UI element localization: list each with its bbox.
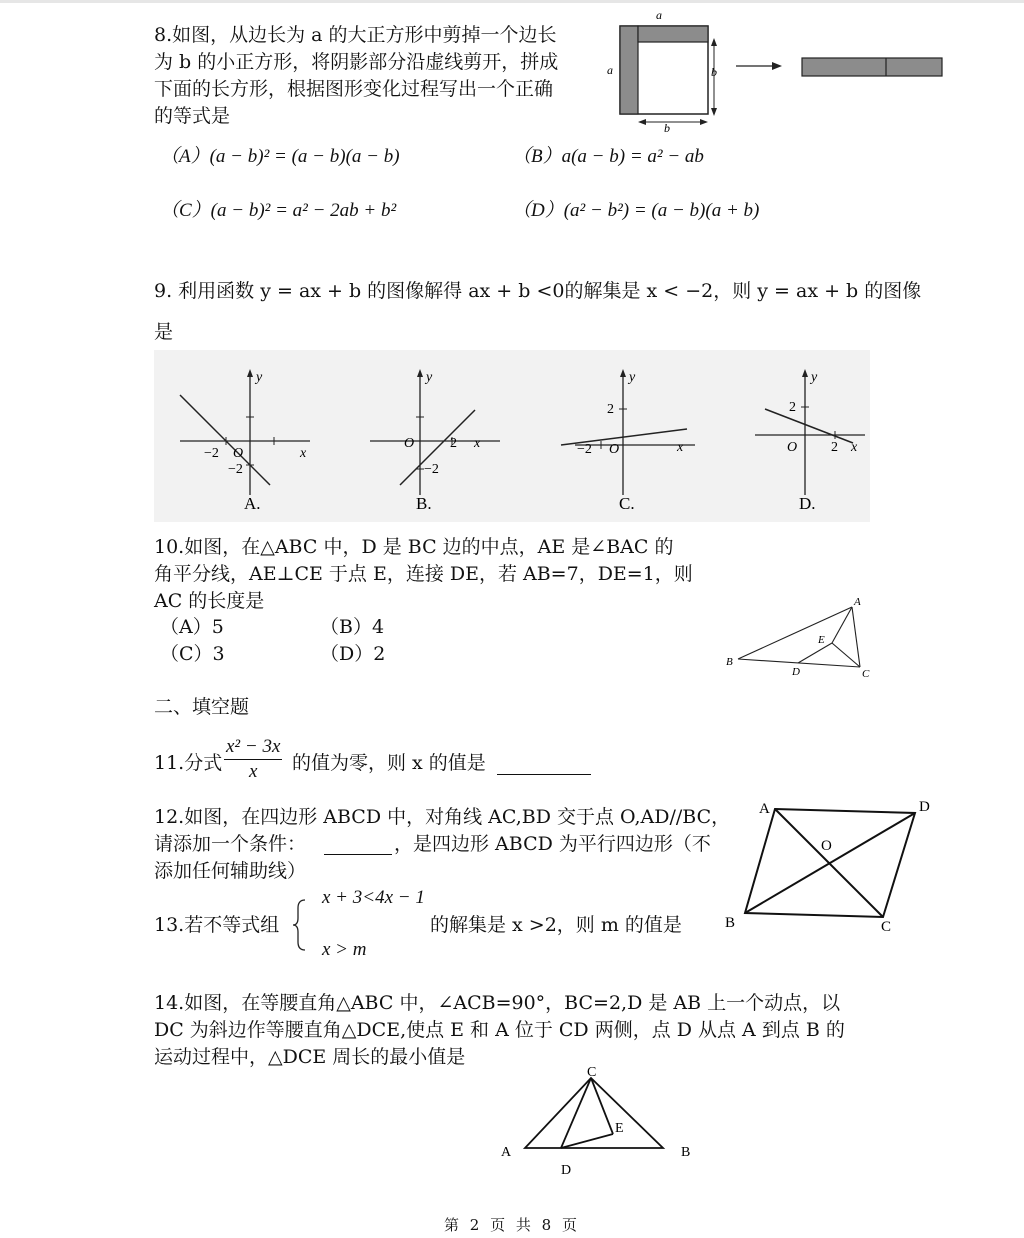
q8-label-left-a: a — [607, 63, 613, 77]
q14-label-d: D — [561, 1163, 572, 1178]
top-border — [0, 0, 1024, 3]
q9d-x-label: x — [851, 440, 858, 455]
q14-figure — [495, 1062, 705, 1182]
q9d-y-tick: 2 — [789, 400, 796, 415]
q12-line-2a: 请添加一个条件： — [154, 833, 307, 855]
q14-label-b: B — [681, 1145, 691, 1160]
q12-label-b: B — [725, 915, 736, 931]
q10-option-a: （A）5 — [160, 616, 224, 638]
q8-label-right-b: b — [711, 65, 717, 79]
q10-label-b: B — [726, 656, 733, 668]
q8-line-1: 8.如图，从边长为 a 的大正方形中剪掉一个边长 — [154, 24, 557, 46]
q9d-x-tick: 2 — [831, 440, 838, 455]
q9c-y-tick: 2 — [607, 402, 614, 417]
q11-answer-blank[interactable] — [497, 756, 591, 775]
q8-option-a: （A）(a − b)² = (a − b)(a − b) — [160, 146, 400, 167]
q12-label-d: D — [919, 799, 930, 815]
q12-answer-blank[interactable] — [324, 836, 392, 855]
q10-label-c: C — [862, 668, 870, 680]
q8-figure — [600, 8, 950, 133]
q9b-origin: O — [404, 436, 415, 451]
section-2-title: 二、填空题 — [154, 696, 250, 718]
q12-label-o: O — [821, 838, 832, 854]
q14-label-c: C — [587, 1065, 597, 1080]
q14-label-a: A — [501, 1145, 512, 1160]
q14-line-2: DC 为斜边作等腰直角△DCE,使点 E 和 A 位于 CD 两侧，点 D 从点 A 到点 B 的 — [154, 1019, 845, 1041]
q12-line-2b: ，是四边形 ABCD 为平行四边形（不 — [394, 833, 711, 855]
q9-line-2: 是 — [154, 321, 174, 343]
q8-line-4: 的等式是 — [154, 105, 231, 127]
q13-brace — [292, 898, 308, 952]
q13-prefix: 13.若不等式组 — [154, 914, 280, 936]
q9c-x-tick: −2 — [577, 442, 592, 457]
q9-graph-d — [745, 365, 885, 515]
q9d-caption: D. — [799, 494, 816, 513]
q10-option-c: （C）3 — [160, 643, 225, 665]
q8-line-2: 为 b 的小正方形，将阴影部分沿虚线剪开，拼成 — [154, 51, 559, 73]
q10-line-1: 10.如图，在△ABC 中，D 是 BC 边的中点，AE 是∠BAC 的 — [154, 536, 674, 558]
q9d-origin: O — [787, 440, 798, 455]
q13-inequality-2: x > m — [322, 939, 367, 960]
q11-prefix: 11.分式 — [154, 752, 223, 774]
q9d-y-label: y — [811, 370, 818, 385]
q9c-caption: C. — [619, 494, 635, 513]
q11-numerator: x² − 3x — [224, 735, 282, 760]
q10-label-d: D — [792, 666, 800, 678]
q14-label-e: E — [615, 1121, 624, 1136]
q8-label-bottom-b: b — [664, 121, 670, 135]
q10-line-3: AC 的长度是 — [154, 590, 265, 612]
q8-option-b: （B）a(a − b) = a² − ab — [512, 146, 704, 167]
q9-graph-c — [555, 365, 715, 515]
q9-graph-a — [170, 365, 330, 515]
q10-figure — [720, 595, 880, 685]
q12-line-3: 添加任何辅助线） — [154, 860, 307, 882]
q12-figure — [725, 795, 945, 935]
q9b-x-label: x — [474, 436, 481, 451]
q10-option-d: （D）2 — [320, 643, 386, 665]
q9a-caption: A. — [244, 494, 261, 513]
q11-suffix: 的值为零，则 x 的值是 — [292, 752, 486, 774]
q11-denominator: x — [248, 761, 258, 782]
q10-label-a: A — [854, 596, 861, 608]
q12-label-c: C — [881, 919, 892, 935]
q9a-y-label: y — [256, 370, 263, 385]
q14-line-1: 14.如图，在等腰直角△ABC 中，∠ACB=90°，BC=2,D 是 AB 上一个动点，以 — [154, 992, 841, 1014]
q8-label-top-a: a — [656, 8, 662, 22]
q12-line-1: 12.如图，在四边形 ABCD 中，对角线 AC,BD 交于点 O,AD//BC， — [154, 806, 731, 828]
q12-label-a: A — [759, 801, 770, 817]
q9c-y-label: y — [629, 370, 636, 385]
q13-suffix: 的解集是 x >2，则 m 的值是 — [430, 914, 682, 936]
q9b-y-tick: −2 — [424, 462, 439, 477]
q10-line-2: 角平分线，AE⊥CE 于点 E，连接 DE，若 AB=7，DE=1，则 — [154, 563, 693, 585]
q8-option-c: （C）(a − b)² = a² − 2ab + b² — [160, 200, 397, 221]
q9a-x-tick: −2 — [204, 446, 219, 461]
q10-option-b: （B）4 — [320, 616, 385, 638]
q8-option-d: （D）(a² − b²) = (a − b)(a + b) — [512, 200, 760, 221]
q9c-origin: O — [609, 442, 620, 457]
q13-inequality-1: x + 3<4x − 1 — [322, 887, 425, 908]
q9-graph-b — [360, 365, 520, 515]
q9c-x-label: x — [677, 440, 684, 455]
q9b-caption: B. — [416, 494, 432, 513]
q9a-origin: O — [233, 446, 244, 461]
q11-fraction — [224, 735, 282, 784]
q9a-y-tick: −2 — [228, 462, 243, 477]
q10-label-e: E — [818, 634, 825, 646]
q9-line-1: 9. 利用函数 y = ax + b 的图像解得 ax + b <0的解集是 x < −2，则 y = ax + b 的图像 — [154, 280, 922, 302]
q9b-x-tick: 2 — [450, 436, 457, 451]
q8-line-3: 下面的长方形，根据图形变化过程写出一个正确 — [154, 78, 554, 100]
q14-line-3: 运动过程中，△DCE 周长的最小值是 — [154, 1046, 466, 1068]
page-footer: 第 2 页 共 8 页 — [444, 1216, 580, 1234]
q9b-y-label: y — [426, 370, 433, 385]
q9a-x-label: x — [300, 446, 307, 461]
